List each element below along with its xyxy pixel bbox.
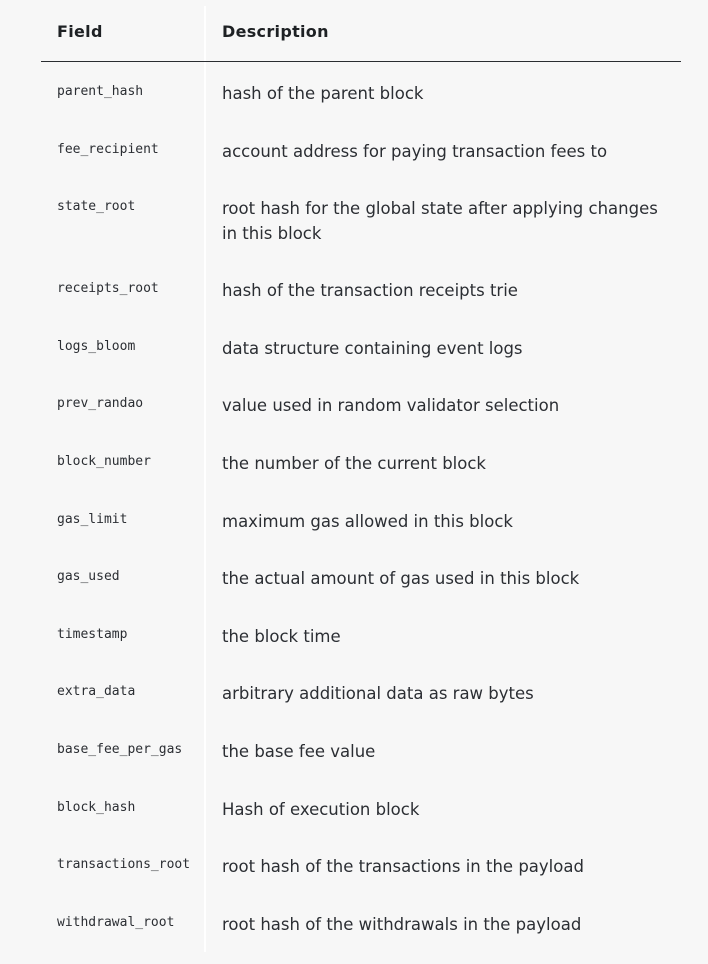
- field-name: gas_used: [57, 569, 120, 585]
- field-name: logs_bloom: [57, 338, 136, 354]
- table-row: [41, 432, 681, 490]
- field-description: value used in random validator selection: [222, 396, 560, 416]
- table-row: [41, 778, 681, 836]
- header-description: Description: [222, 22, 329, 41]
- table-row: [41, 605, 681, 663]
- field-name: block_hash: [57, 799, 136, 815]
- field-name: transactions_root: [57, 857, 191, 873]
- table-row: [41, 120, 681, 178]
- table-row: [41, 317, 681, 375]
- table-row: [41, 259, 681, 317]
- table-header: [41, 6, 681, 62]
- field-description: root hash of the transactions in the payload: [222, 857, 584, 877]
- field-description: hash of the transaction receipts trie: [222, 281, 518, 301]
- field-name: extra_data: [57, 684, 136, 700]
- field-description: maximum gas allowed in this block: [222, 511, 513, 531]
- field-name: state_root: [57, 199, 136, 215]
- table-row: [41, 662, 681, 720]
- table-row: [41, 490, 681, 548]
- field-name: withdrawal_root: [57, 914, 175, 930]
- field-description: the actual amount of gas used in this block: [222, 569, 580, 589]
- field-description: root hash for the global state after applying changes in this block: [222, 199, 658, 244]
- field-name: receipts_root: [57, 281, 159, 297]
- table-row: [41, 62, 681, 120]
- table-row: [41, 893, 681, 951]
- field-name: prev_randao: [57, 396, 144, 412]
- field-description: data structure containing event logs: [222, 338, 523, 358]
- field-description: root hash of the withdrawals in the payload: [222, 914, 582, 934]
- field-name: parent_hash: [57, 84, 144, 99]
- field-name: fee_recipient: [57, 141, 159, 157]
- table-row: [41, 374, 681, 432]
- field-description: the base fee value: [222, 741, 376, 761]
- field-description: the number of the current block: [222, 453, 486, 473]
- header-field: Field: [57, 22, 103, 41]
- table-body: [41, 62, 681, 950]
- field-name: block_number: [57, 453, 151, 469]
- payload-fields-table: [41, 6, 681, 952]
- field-name: timestamp: [57, 626, 128, 642]
- field-description: the block time: [222, 626, 341, 646]
- field-description: hash of the parent block: [222, 84, 424, 103]
- field-description: arbitrary additional data as raw bytes: [222, 684, 534, 704]
- field-description: account address for paying transaction fees to: [222, 141, 608, 161]
- table-row: [41, 547, 681, 605]
- field-name: base_fee_per_gas: [57, 741, 183, 757]
- table-row: [41, 720, 681, 778]
- table-row: [41, 177, 681, 259]
- field-description: Hash of execution block: [222, 799, 420, 819]
- field-name: gas_limit: [57, 511, 128, 527]
- table-row: [41, 835, 681, 893]
